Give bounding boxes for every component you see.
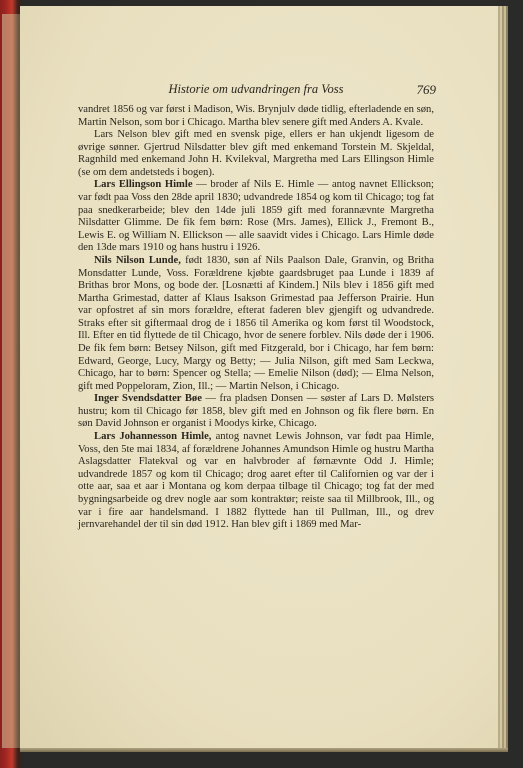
paragraph-text: — fra pladsen Donsen — søster af Lars D. Mølsters hustru; kom til Chicago før 1858, blev gift med en Johnson og fik flere børn. En søn David Johnson er organist i Moodys kirke, Chicago. <box>78 393 434 430</box>
paragraph <box>78 393 434 431</box>
page-number: 769 <box>416 82 436 97</box>
body-text <box>78 104 434 532</box>
paragraph <box>78 129 434 179</box>
text-block <box>78 28 434 532</box>
paragraph-text: Lars Nelson blev gift med en svensk pige, ellers er han ukjendt ligesom de øvrige sønner. Gjertrud Nilsdatter blev gift med enkemand Torstein M. Skjeldal, Ragnhild med enkemand John H. Kvilekval, Margretha med Lars Ellingson Himle (se om dem andetsteds i bogen). <box>78 129 434 178</box>
person-name: Inger Svendsdatter Bøe <box>94 393 202 405</box>
book-page <box>20 6 498 748</box>
paragraph <box>78 255 434 393</box>
person-name: Lars Johannesson Himle, <box>94 431 212 443</box>
page-header <box>78 82 434 104</box>
running-head: Historie om udvandringen fra Voss <box>168 82 344 96</box>
person-name: Nils Nilson Lunde, <box>94 254 181 266</box>
paragraph-text: vandret 1856 og var først i Madison, Wis. Brynjulv døde tidlig, efterladende en søn, Martin Nelson, som bor i Chicago. Martha blev senere gift med Anders A. Kvale. <box>78 104 434 128</box>
paragraph-text: — broder af Nils E. Himle — antog navnet Ellickson; var født paa Voss den 28de april 1830; udvandrede 1854 og kom til Chicago; tog fat paa snedkerarbeide; blev den 14de juli 1859 gift med forannævnte Margretha Nilsdatter Glimme. De fik fem børn: Rose (Mrs. James), Ellick J., Fremont B., Lewis E. og William N. Ellickson — alle saavidt vides i Chicago. Lars Himle døde den 13de mars 1910 og hans hustru i 1926. <box>78 179 434 254</box>
paragraph <box>78 179 434 254</box>
person-name: Lars Ellingson Himle <box>94 179 193 191</box>
paragraph-text: antog navnet Lewis Johnson, var født paa Himle, Voss, den 5te mai 1834, af forældrene Johannes Amundson Himle og hustru Martha Aslagsdatter Flatekval og var en halvbroder af førnævnte Odd J. Himle; udvandrede 1857 og kom til Chicago; drog aaret efter til Californien og var der i otte aar, saa et aar i Montana og kom derpaa tilbage til Chicago; tog fat der med bygningsarbeide og drev nogle aar som kontraktør; reiste saa til Millbrook, Ill., og var i fire aar handelsmand. I 1882 flyttede han til Pullman, Ill., og drev jernvarehandel der til sin død 1912. Han blev gift i 1869 med Mar- <box>78 431 434 531</box>
paragraph-text: født 1830, søn af Nils Paalson Dale, Granvin, og Britha Monsdatter Lunde, Voss. Forældrene kjøbte gaardsbruget paa Lunde i 1839 af Brithas bror Mons, og bode der. [Losnætti af Kindem.] Nils blev i 1856 gift med Martha Grimestad, datter af Klaus Isakson Grimestad paa Jefferson Prairie. Hun var opfostret af sin mors forældre, efterat faderen blev gjengift og udvandrede. Straks efter sit giftermaal drog de i 1856 til Amerika og kom først til Woodstock, Ill. Efter en tid flyttede de til Chicago, hvor de senere forblev. Nils døde der i 1906. De fik fem børn: Betsey Nilson, gift med Fitzgerald, bor i Chicago, har fem børn: Edward, George, Lucy, Margy og Betty; — Julia Nilson, gift med Sam Leckwa, Chicago, har to børn: Spencer og Stella; — Emelie Nilson (død); — Elma Nelson, gift med Poppeloram, Zion, Ill.; — Martin Nelson, i Chicago. <box>78 254 435 392</box>
paragraph <box>78 104 434 129</box>
paragraph <box>78 431 434 532</box>
